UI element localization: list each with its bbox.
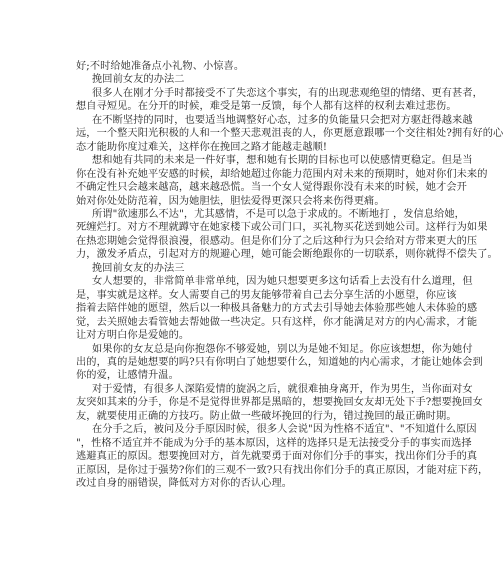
text-line: 指着去陪伴她的愿望，然后以一种极具备魅力的方式去引导她去体验那些她人未体验的感 <box>76 303 478 315</box>
section-heading: 挽回前女友的办法三 <box>92 262 185 274</box>
text-line: 改过自身的丽错误，降低对方对你的否认心理。 <box>76 478 293 490</box>
text-line: 友突如其来的分手，你是不是觉得世界都是黑暗的，想要挽回女友却无处下手?想要挽回女 <box>76 397 483 409</box>
text-line: 想和她有共同的未来是一件好事，想和她有长期的目标也可以使感情更稳定。但是当 <box>92 155 473 167</box>
text-line: 在不断坚持的同时，也要适当地调整好心态，过多的负能量只会把对方驱赶得越来越 <box>92 114 473 126</box>
text-line: 力，激发矛盾点，引起对方的规避心理，她可能会断绝跟你的一切联系，则你就得不偿失了。 <box>76 249 498 261</box>
text-line: 所谓"欲速那么不达"，尤其感情，不是可以急于求成的。不断地打 ，发信息给她， <box>92 208 465 220</box>
text-line: 让对方明白你是爱她的。 <box>76 330 190 342</box>
text-line: 你的爱，让感情升温。 <box>76 370 179 382</box>
text-line: 正原因，是你过于强势?你们的三观不一致?只有找出你们分手的真正原因，才能对症下药， <box>76 464 489 476</box>
text-line: 在热恋期她会觉得很浪漫，很感动。但是你们分了之后这种行为只会给对方带来更大的压 <box>76 235 478 247</box>
text-line: 觉，去关照她去看管她去帮她做一些决定。只有这样，你才能满足对方的内心需求，才能 <box>76 316 478 328</box>
text-line: 是，事实就是这样。女人需要自己的男友能够带着自己去分享生活的小愿望，你应该 <box>76 289 457 301</box>
text-line: "，性格不适宜并不能成为分手的基本原因，这样的选择只是无法接受分手的事实而选择 <box>76 437 472 449</box>
text-line: 在分手之后，被问及分手原因时候，很多人会说"因为性格不适宜"、"不知道什么原因 <box>92 424 477 436</box>
text-line: 不确定性只会越来越高，越来越恐慌。当一个女人觉得跟你没有未来的时候，她才会开 <box>76 182 467 194</box>
text-line: 死缠烂打。对方不理就蹲守在她家楼下或公司门口，买礼物买花送到她公司。这样行为如果 <box>76 222 488 234</box>
text-line: 远，一个整天阳光积极的人和一个整天悲观沮丧的人，你更愿意跟哪一个交往相处?拥有好的心 <box>76 128 503 140</box>
text-line: 友，就要使用正确的方技巧。防止做一些破坏挽回的行为，错过挽回的最正确时期。 <box>76 410 457 422</box>
section-heading: 挽回前女友的办法二 <box>92 74 185 86</box>
text-line: 对于爱情，有很多人深陷爱情的旋涡之后，就很难抽身离开，作为男生，当你面对女 <box>92 383 473 395</box>
text-line: 你在没有补充她平安感的时候，却给她超过你能力范围内对未来的预期时，她对你们未来的 <box>76 168 488 180</box>
text-line: 逃避真正的原因。想要挽回对方，首先就要勇于面对你们分手的事实，找出你们分手的真 <box>76 451 478 463</box>
text-line: 很多人在刚才分手时都接受不了失恋这个事实，有的出现悲观绝望的情绪、更有甚者， <box>92 87 483 99</box>
text-line: 出的，真的是她想要的吗?只有你明白了她想要什么，知道她的内心需求，才能让她体会到 <box>76 356 483 368</box>
text-line: 如果你的女友总是向你抱怨你不够爱她，别以为是她不知足。你应该想想，你为她付 <box>92 343 473 355</box>
text-line: 好;不时给她准备点小礼物、小惊喜。 <box>76 61 245 72</box>
text-line: 想自寻短见。在分开的时候，难受是第一反馈，每个人都有这样的权利去难过悲伤。 <box>76 101 457 113</box>
text-line: 始对你处处防范着，因为她胆怯，胆怯爱得更深只会将来伤得更痛。 <box>76 195 385 207</box>
text-line: 态才能助你度过难关，这样你在挽回之路才能越走越顺! <box>76 141 328 153</box>
text-line: 女人想要的，非常简单非常单纯，因为她只想要更多这句话看上去没有什么道理，但 <box>92 276 473 288</box>
